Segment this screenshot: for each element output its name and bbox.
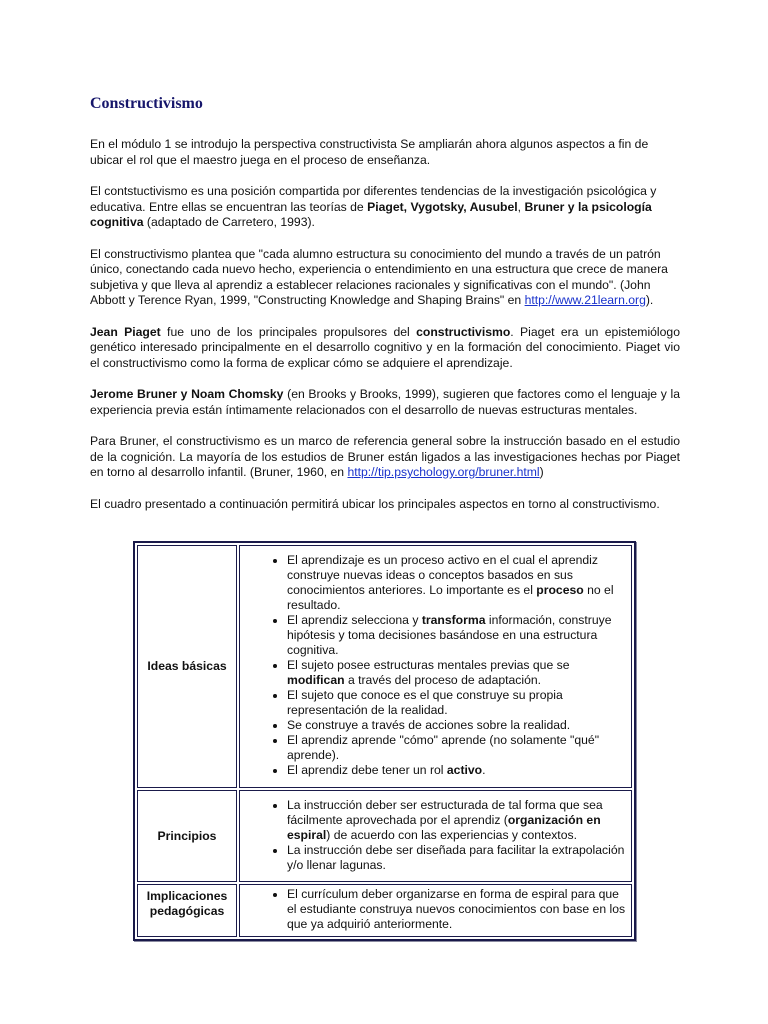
text: , [517, 199, 525, 214]
list-item: • Se construye a través de acciones sobre la realidad. [287, 718, 629, 733]
text: . Piaget era un epistemiólogo genético interesado principalmente en el desarrollo cognitivo y en la formación del conocimiento. Piaget vio el constructivismo como la forma de explicar cómo se adquiere el aprendizaje. [90, 324, 680, 370]
list-item [287, 658, 629, 688]
row-label-implicaciones: Implicaciones pedagógicas [137, 884, 237, 937]
text: información, construye hipótesis y toma decisiones basándose en una estructura cognitiva. [287, 613, 612, 657]
bold-text: modifican [287, 673, 345, 687]
bold-text: activo [446, 763, 483, 777]
text: Para Bruner, el constructivismo es un marco de referencia general sobre la instrucción basado en el estudio de la cognición. La mayoría de los estudios de Bruner están ligados a las investigaciones hechas por Piaget en torno al desarrollo infantil. (Bruner, 1960, en [90, 434, 680, 479]
text: (adaptado de Carretero, 1993). [143, 215, 315, 229]
list-item [287, 553, 629, 613]
bold-text: Piaget, Vygotsky, Ausubel [367, 199, 518, 214]
bold-text: proceso [536, 583, 584, 597]
bold-text: Jean Piaget [90, 324, 161, 339]
text: El aprendiz debe tener un rol [287, 763, 447, 777]
list-item: • El currículum deber organizarse en forma de espiral para que el estudiante construya nuevos conocimientos con base en los que ya adquirió anteriormente. [287, 887, 629, 932]
paragraph-table-intro: El cuadro presentado a continuación permitirá ubicar los principales aspectos en torno al constructivismo. [90, 496, 660, 511]
document-body [90, 94, 680, 528]
paragraph-theories [90, 184, 680, 231]
row-label-ideas-basicas: Ideas básicas [137, 545, 237, 788]
bold-text: transforma [421, 613, 486, 627]
list-item: • La instrucción debe ser diseñada para facilitar la extrapolación y/o llenar lagunas. [287, 843, 629, 873]
link-21learn[interactable]: http://www.21learn.org [524, 293, 646, 307]
bold-text: constructivismo [416, 324, 511, 339]
list-item [287, 763, 629, 778]
row-content [239, 790, 632, 882]
text: no el resultado. [287, 583, 614, 612]
paragraph-intro: En el módulo 1 se introdujo la perspectiva constructivista Se ampliarán ahora algunos aspectos a fin de ubicar el rol que el maestro juega en el proceso de enseñanza. [90, 137, 649, 167]
text: (en Brooks y Brooks, 1999), sugieren que factores como el lenguaje y la experiencia previa están íntimamente relacionados con el desarrollo de nuevas estructuras mentales. [90, 387, 680, 417]
bold-text: Bruner y la psicología cognitiva [90, 199, 652, 229]
text: . [482, 763, 486, 777]
text: El aprendiz selecciona y [287, 613, 422, 627]
bullet-list [244, 798, 629, 873]
paragraph-quote [90, 247, 680, 309]
page-title: Constructivismo [90, 95, 203, 112]
text: El aprendizaje es un proceso activo en el cual el aprendiz construye nuevas ideas o conceptos basados en sus conocimientos anteriores. Lo importante es el [287, 553, 598, 597]
bold-text: Jerome Bruner y Noam Chomsky [90, 387, 284, 401]
text: ) [539, 465, 544, 479]
link-tip-psychology[interactable]: http://tip.psychology.org/bruner.html [347, 465, 540, 479]
bullet-list [244, 553, 629, 778]
bullet-list [244, 887, 629, 932]
text: a través del proceso de adaptación. [344, 673, 542, 687]
list-item: • El sujeto que conoce es el que construye su propia representación de la realidad. [287, 688, 629, 718]
table-row [137, 884, 632, 937]
constructivism-table [133, 541, 636, 941]
list-item [287, 613, 629, 658]
text: El constructivismo plantea que "cada alumno estructura su conocimiento del mundo a través de un patrón único, conectando cada nuevo hecho, experiencia o entendimiento en una estructura que crece de manera subjetiva y que lleva al aprendiz a establecer relaciones racionales y significativas con el mundo". (John Abbott y Terence Ryan, 1999, "Constructing Knowledge and Shaping Brains" en [90, 246, 668, 307]
text: fue uno de los principales propulsores del [160, 324, 417, 339]
text: El sujeto posee estructuras mentales previas que se [287, 658, 570, 672]
list-item [287, 798, 629, 843]
row-label-principios: Principios [137, 790, 237, 882]
paragraph-piaget [90, 325, 680, 372]
list-item: • El aprendiz aprende "cómo" aprende (no solamente "qué" aprende). [287, 733, 629, 763]
row-content [239, 884, 632, 937]
paragraph-bruner [90, 434, 680, 481]
table-row [137, 545, 632, 788]
paragraph-bruner-chomsky [90, 387, 680, 418]
text: La instrucción deber ser estructurada de tal forma que sea fácilmente aprovechada por el aprendiz ( [287, 797, 603, 827]
text: El contstuctivismo es una posición compartida por diferentes tendencias de la investigación psicológica y educativa. Entre ellas se encuentran las teorías de [90, 184, 657, 214]
row-content [239, 545, 632, 788]
text: ). [645, 293, 654, 307]
table-row [137, 790, 632, 882]
text: ) de acuerdo con las experiencias y contextos. [326, 827, 577, 842]
bold-text: organización en espiral [287, 812, 601, 842]
